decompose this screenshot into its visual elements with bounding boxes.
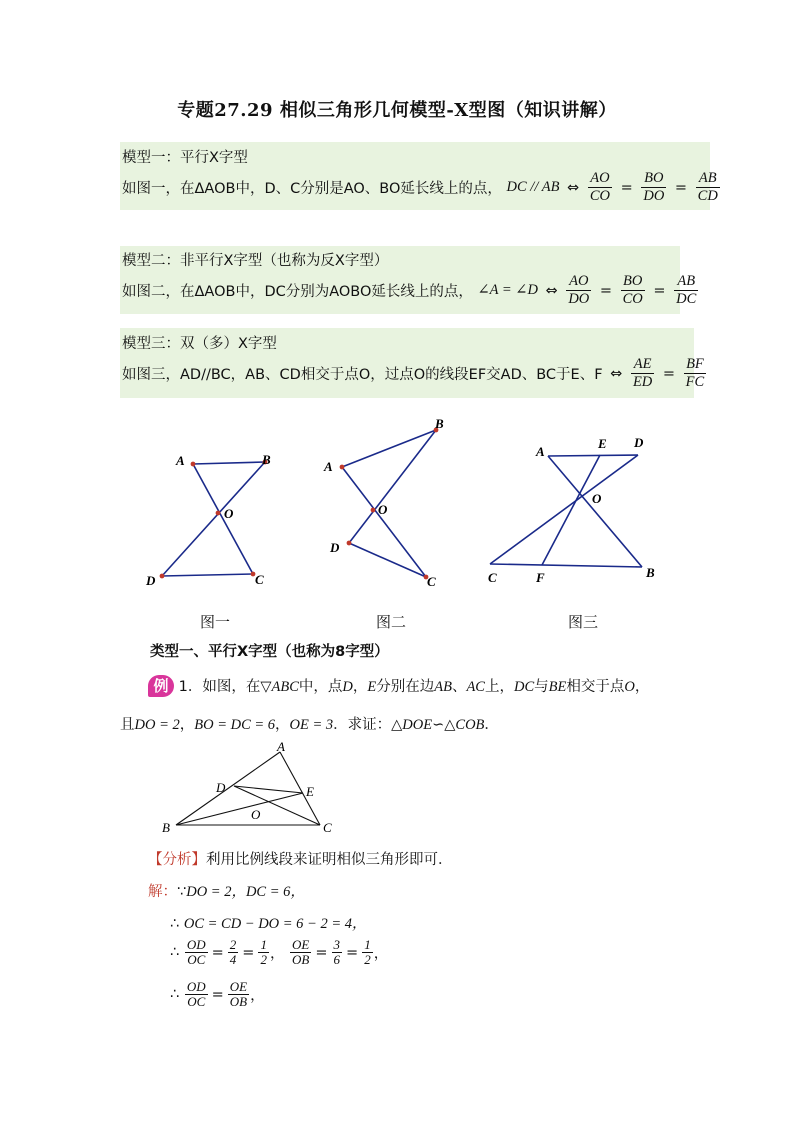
- iff-symbol: ⇔: [545, 282, 558, 299]
- type1-heading: 类型一、平行X字型（也称为8字型）: [150, 644, 389, 660]
- fig3-label: B: [646, 565, 655, 580]
- fig3-segment-cb: [490, 564, 642, 567]
- model2-heading: 模型二：非平行X字型（也称为反X字型）: [122, 253, 389, 269]
- fig1-label: O: [224, 506, 234, 521]
- fig4-label: E: [306, 784, 314, 799]
- fig3-segment-ad: [548, 455, 638, 456]
- iff-symbol: ⇔: [567, 179, 580, 196]
- figure-3-caption: 图三: [568, 613, 599, 631]
- fig2-label: C: [427, 574, 436, 589]
- example-figure: [158, 740, 348, 840]
- iff-symbol: ⇔: [610, 365, 623, 382]
- fig1-segment-dc: [162, 574, 253, 576]
- fig2-label: D: [330, 540, 340, 555]
- analysis-text: 利用比例线段来证明相似三角形即可．: [206, 852, 453, 868]
- model2-fraction-1: $\frac{AO}{DO}$: [568, 273, 590, 307]
- fig1-label: C: [255, 572, 264, 587]
- fig4-label: C: [323, 820, 332, 835]
- model3-fraction-2: $\frac{BF}{FC}$: [685, 356, 705, 390]
- fig3-label: D: [634, 435, 644, 450]
- solution-line-1: 解：∵DO = 2，DC = 6，: [148, 884, 305, 900]
- solution-line-2: ∴ OC = CD − DO = 6 − 2 = 4，: [170, 916, 367, 932]
- fig1-segment-ab: [193, 462, 265, 464]
- fig2-label: A: [324, 459, 333, 474]
- fig2-segment-ac: [342, 467, 426, 577]
- model2-statement: 如图二，在ΔAOB中，DC分别为AOBO延长线上的点， ∠A = ∠D ⇔ $\frac{AO}{DO}$ = $\frac{BO}{CO}$ = $\frac{AB}{DC}$: [122, 273, 697, 307]
- model1-text: 如图一，在ΔAOB中，D、C分别是AO、BO延长线上的点，: [122, 181, 502, 197]
- model2-text: 如图二，在ΔAOB中，DC分别为AOBO延长线上的点，: [122, 284, 473, 300]
- fig4-label: O: [251, 807, 261, 822]
- fig4-label: B: [162, 820, 170, 835]
- model3-text: 如图三，AD//BC，AB、CD相交于点O，过点O的线段EF交AD、BC于E、F: [122, 367, 603, 383]
- fig3-label: E: [598, 436, 607, 451]
- fig3-label: O: [592, 491, 602, 506]
- model1-fraction-3: $\frac{AB}{CD}$: [697, 170, 718, 204]
- fig4-label: D: [216, 780, 226, 795]
- model1-statement: 如图一，在ΔAOB中，D、C分别是AO、BO延长线上的点， DC // AB ⇔ $\frac{AO}{CO}$ = $\frac{BO}{DO}$ = $\frac{AB}{CD}$: [122, 170, 718, 204]
- model2-fraction-2: $\frac{BO}{CO}$: [622, 273, 643, 307]
- model1-fraction-1: $\frac{AO}{CO}$: [589, 170, 610, 204]
- figure-1-caption: 图一: [200, 613, 231, 631]
- page-title: 专题27.29 相似三角形几何模型-X型图（知识讲解）: [177, 100, 617, 121]
- fig3-segment-dc: [490, 455, 638, 564]
- model2-condition: ∠A = ∠D: [477, 282, 538, 298]
- analysis-tag: 【分析】: [148, 852, 206, 868]
- fig1-segment-ac: [193, 464, 253, 574]
- solution-line-3: ∴ $\frac{OD}{OC}$ = $\frac{2}{4}$ = $\frac{1}{2}$ ， $\frac{OE}{OB}$ = $\frac{3}{6}$ = $\frac{1}{2}$ ，: [170, 937, 389, 967]
- model1-condition: DC // AB: [506, 179, 560, 195]
- fig1-segment-bd: [162, 462, 265, 576]
- fig1-label: B: [262, 452, 271, 467]
- fig2-segment-dc: [349, 543, 426, 577]
- fig1-label: D: [146, 573, 156, 588]
- figure-1-diagram: [140, 445, 290, 595]
- fig3-label: F: [536, 570, 545, 585]
- fig3-label: C: [488, 570, 497, 585]
- fig3-segment-ef: [542, 455, 600, 565]
- model3-statement: 如图三，AD//BC，AB、CD相交于点O，过点O的线段EF交AD、BC于E、F ⇔ $\frac{AE}{ED}$ = $\frac{BF}{FC}$: [122, 356, 705, 390]
- fig4-label: A: [277, 740, 285, 754]
- fig2-label: O: [378, 502, 388, 517]
- example-line-1: 例 1．如图，在▽ABC中，点D，E分别在边AB、AC上，DC与BE相交于点O，: [148, 675, 649, 697]
- figure-2-caption: 图二: [376, 613, 407, 631]
- fig1-label: A: [176, 453, 185, 468]
- model3-fraction-1: $\frac{AE}{ED}$: [632, 356, 653, 390]
- model2-fraction-3: $\frac{AB}{DC}$: [676, 273, 697, 307]
- example-line-2: 且DO = 2，BO = DC = 6，OE = 3．求证：△DOE∽△COB．: [120, 717, 499, 733]
- model3-heading: 模型三：双（多）X字型: [122, 336, 277, 352]
- fig3-label: A: [536, 444, 545, 459]
- figure-2-diagram: [318, 410, 458, 595]
- model1-heading: 模型一：平行X字型: [122, 150, 248, 166]
- analysis-line: [148, 848, 453, 869]
- solution-line-4: ∴ $\frac{OD}{OC}$ = $\frac{OE}{OB}$ ，: [170, 979, 265, 1009]
- solution-label: 解：: [148, 884, 177, 900]
- figure-3-diagram: [480, 430, 670, 590]
- fig2-label: B: [435, 416, 444, 431]
- example-badge: 例: [148, 675, 174, 697]
- model1-fraction-2: $\frac{BO}{DO}$: [643, 170, 665, 204]
